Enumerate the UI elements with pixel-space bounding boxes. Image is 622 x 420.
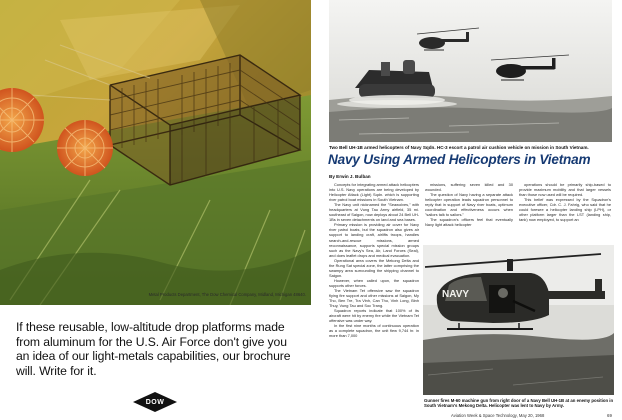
paragraph: operations should be primarily ship-based to provide maximum mobility and that larger vessels than those now used will be required. (519, 182, 611, 198)
ad-credit-line: Metal Products Department, The Dow Chemical Company, Midland, Michigan 48640. (148, 292, 306, 297)
paragraph: The squadron's officers feel that eventually Navy light attack helicopter (425, 217, 513, 228)
paragraph: This belief was expressed by the Squadron's executive officer, Cdr. C. J. Fahrig, who said that he could foresee a helicopter landing ship (LPH), or other platform larger than the LST (landing ship, tank) now employed, to support an (519, 197, 611, 223)
paragraph: In the first nine months of continuous operation as a complete squadron, the unit flew 9,744 hr. in more than 7,000 (329, 323, 419, 339)
magazine-footer: Aviation Week & Space Technology, May 20, 1968 (451, 413, 545, 418)
dow-logo (133, 392, 177, 412)
navy-fuselage-marking: NAVY (442, 289, 470, 300)
paragraph: The question of Navy having a separate attack helicopter operation leads squadron personnel to reply that in support of Navy river boats, optimum coordination and effectiveness occurs when "sailors talk to sailors." (425, 192, 513, 218)
article-byline: By Erwin J. Bulban (329, 174, 371, 179)
paragraph: The Vietnam Tet offensive saw the squadron flying fire support and other missions at Saigon, My Tho, Ben Tre, Tra Vinh, Can Tho, Vinh Long, Binh Thuy, Vung Tau and Soc Trang. (329, 287, 419, 309)
article-page (311, 0, 622, 420)
page-number: 69 (607, 413, 612, 418)
ad-headline-copy: If these reusable, low-altitude drop platforms made from aluminum for the U.S. Air Force don't give you an idea of our light-metals capabilities, our brochure will. Write for it. (16, 320, 291, 378)
article-column-3 (519, 182, 611, 222)
dow-logo-text: DOW (145, 398, 165, 406)
helicopters-escort-photo (329, 0, 612, 142)
paragraph: Squadron reports indicate that 100% of its aircraft were hit by enemy fire while the Vietnam Tet offensive was under way. (329, 308, 419, 324)
article-column-1 (329, 182, 419, 338)
article-headline: Navy Using Armed Helicopters in Vietnam (328, 152, 591, 167)
paragraph: Concepts for integrating armed attack helicopters into U.S. Navy operations are being developed by Helicopter Attack (Light) Sqdn. which is supporting river patrol boat missions in South Vietnam. (329, 182, 419, 203)
article-column-2 (425, 182, 513, 227)
paragraph: The Navy unit nicknamed the "Seawolves," with headquarters at Vung Tau Army airfield, 35 mi. southeast of Saigon, now deploys about 24 Bell UH-1Bs in seven detachments on land and sea bases. (329, 202, 419, 223)
paragraph: Primary mission is providing air cover for Navy river patrol boats, but the squadron also gives air support to landing craft, airlifts troops, handles search-and-rescue missions, armed reconnaissance, supports special mission groups such as the Navy's Sea, Air, Land Forces (Seal), and does leaflet drops and medical evacuation. (329, 222, 419, 258)
top-photo-caption: Two Bell UH-1B armed helicopters of Navy Sqdn. HC-3 escort a patrol air cushion vehicle on mission in South Vietnam. (329, 145, 589, 150)
bottom-photo-caption: Gunner fires M-60 machine gun from right door of a Navy Bell UH-1B at an enemy position in South Vietnam's Mekong Delta. Helicopter was lent to Navy by Army. (424, 398, 614, 409)
paragraph: Operational area covers the Mekong Delta and the Rung Sat special zone, the latter comprising the swampy area surrounding the shipping channel to Saigon. (329, 257, 419, 278)
paragraph: However, when called upon, the squadron supports other forces. (329, 277, 419, 288)
helicopter-gunner-photo (423, 245, 614, 395)
paragraph: missions, suffering seven killed and 30 wounded. (425, 182, 513, 193)
drop-platform-illustration (0, 0, 311, 305)
